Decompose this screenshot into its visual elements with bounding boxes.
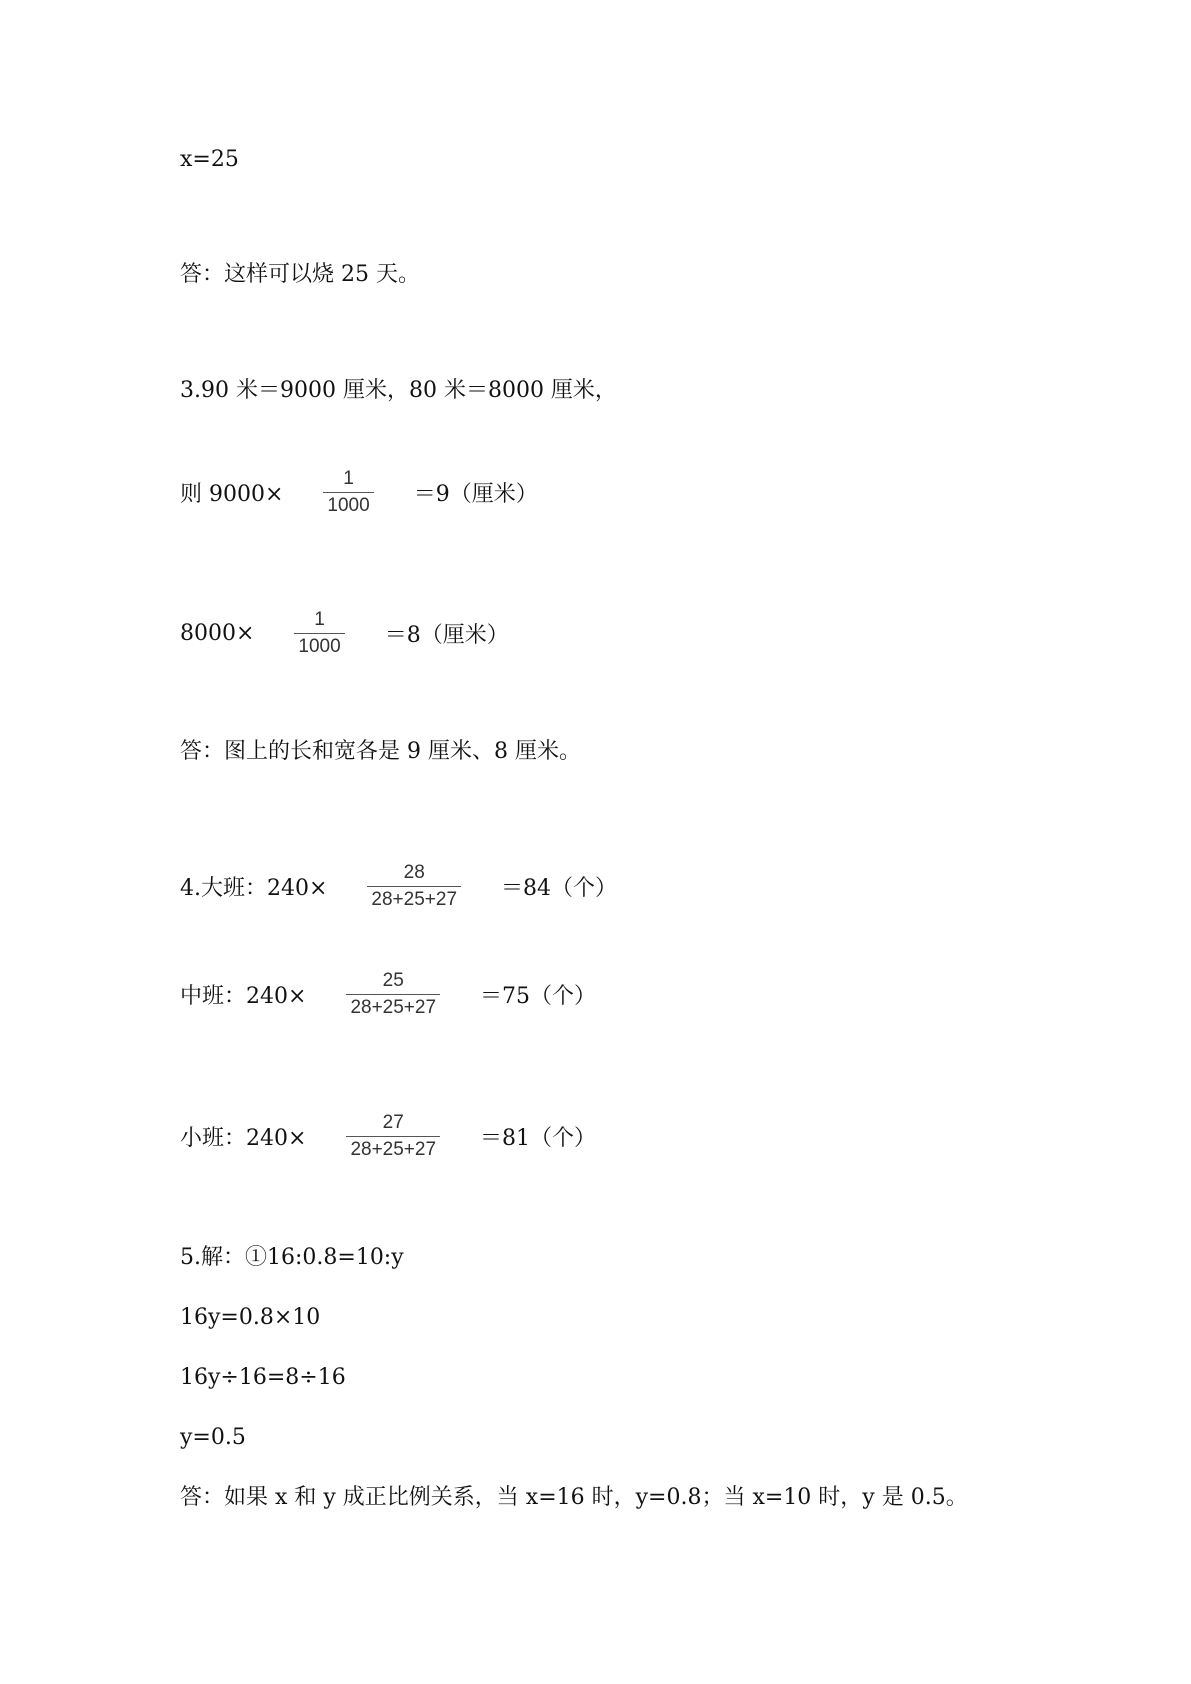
expression-suffix: ＝81（个） (480, 1126, 597, 1151)
answer-line: 答：这样可以烧 25 天。 (180, 262, 420, 287)
fraction-denominator: 28+25+27 (371, 889, 458, 910)
fraction-numerator: 25 (382, 970, 404, 991)
fraction-numerator: 1 (314, 609, 325, 630)
expression-row (180, 468, 538, 517)
expression-prefix: 4.大班：240× (180, 876, 328, 901)
fraction (323, 468, 373, 517)
expression-prefix: 则 9000× (180, 482, 284, 507)
expression-prefix: 小班：240× (180, 1126, 307, 1151)
fraction-bar (346, 1136, 440, 1137)
equation-line: 16y÷16=8÷16 (180, 1365, 346, 1390)
expression-row (180, 609, 509, 658)
fraction-bar (346, 994, 440, 995)
fraction-bar (323, 492, 373, 493)
expression-suffix: ＝84（个） (501, 876, 618, 901)
fraction-numerator: 1 (343, 468, 354, 489)
fraction (367, 862, 461, 911)
equation-line: x=25 (180, 147, 239, 172)
equation-line: y=0.5 (180, 1425, 246, 1450)
expression-prefix: 8000× (180, 621, 255, 646)
fraction-denominator: 1000 (298, 636, 341, 657)
answer-line: 答：如果 x 和 y 成正比例关系，当 x=16 时，y=0.8；当 x=10 时，y 是 0.5。 (180, 1485, 968, 1510)
fraction-denominator: 28+25+27 (350, 1139, 437, 1160)
fraction-bar (367, 886, 461, 887)
fraction (294, 609, 344, 658)
expression-suffix: ＝75（个） (480, 984, 597, 1009)
expression-prefix: 中班：240× (180, 984, 307, 1009)
expression-suffix: ＝8（厘米） (384, 623, 509, 648)
fraction (346, 1112, 440, 1161)
fraction-numerator: 27 (382, 1112, 404, 1133)
answer-line: 答：图上的长和宽各是 9 厘米、8 厘米。 (180, 739, 581, 764)
expression-row (180, 862, 617, 911)
expression-row (180, 1112, 596, 1161)
problem-5-line: 5.解：①16:0.8=10:y (180, 1245, 404, 1270)
equation-line: 16y=0.8×10 (180, 1305, 321, 1330)
fraction (346, 970, 440, 1019)
expression-suffix: ＝9（厘米） (413, 482, 538, 507)
fraction-denominator: 1000 (327, 495, 370, 516)
problem-3-line: 3.90 米＝9000 厘米，80 米＝8000 厘米， (180, 378, 617, 403)
fraction-denominator: 28+25+27 (350, 997, 437, 1018)
fraction-numerator: 28 (403, 862, 425, 883)
fraction-bar (294, 633, 344, 634)
expression-row (180, 970, 596, 1019)
